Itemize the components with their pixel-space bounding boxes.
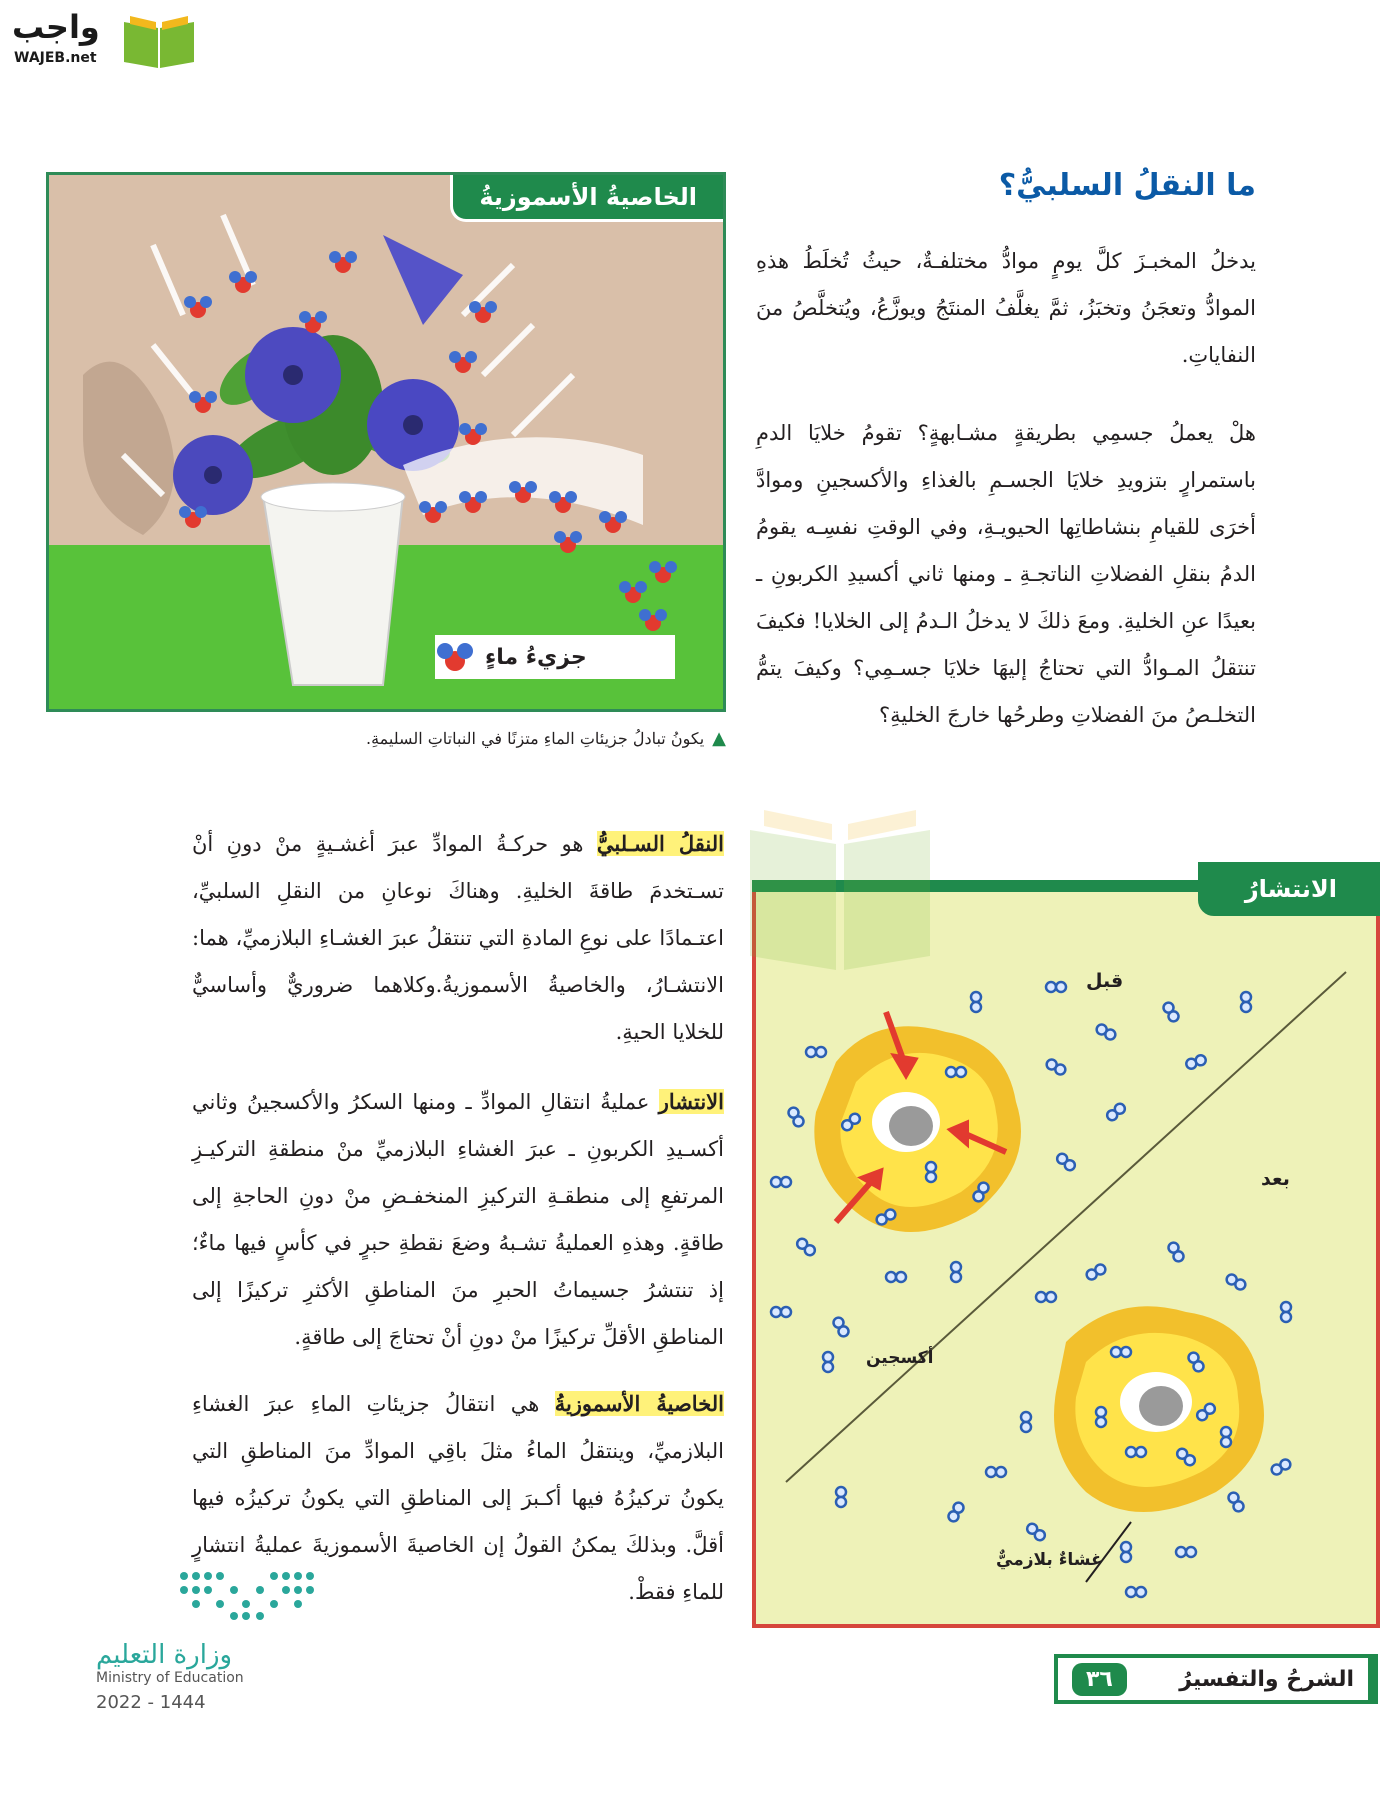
caption-text: يكونُ تبادلُ جزيئاتِ الماءِ متزنًا في النباتاتِ السليمةِ. — [366, 729, 705, 748]
ministry-dots-icon — [174, 1566, 334, 1626]
term-diffusion: الانتشار — [658, 1089, 724, 1114]
diffusion-illustration — [756, 892, 1376, 1624]
logo-brand: واجب — [12, 8, 100, 46]
diffusion-figure-label: الانتشارُ — [1198, 862, 1380, 916]
osmosis-figure-label: الخاصيةُ الأسموزيةُ — [450, 175, 723, 222]
page-footer — [1054, 1654, 1378, 1704]
water-molecule-key — [435, 635, 675, 679]
diffusion-definition — [192, 1078, 724, 1361]
p3-body: هي انتقالُ جزيئاتِ الماءِ عبرَ الغشاءِ البلازميِّ، وينتقلُ الماءُ مثلَ باقِي الموادِّ منَ المناطقِ التي يكونُ تركيزُهُ فيها أكـبرَ إلى المناطقِ التي يكونُ تركيزُه فيها أقلَّ. وبذلكَ يمكنُ القولُ إن الخاصيةَ الأسموزيةَ عمليةُ انتشارٍ للماءِ فقطْ. — [192, 1392, 724, 1604]
page-number: ٣٦ — [1072, 1663, 1127, 1696]
ministry-name-ar: وزارة التعليم — [96, 1640, 233, 1670]
term-passive-transport: النقلُ السـلبيُّ — [596, 831, 724, 856]
osmosis-caption — [366, 728, 726, 749]
p2-body: عمليةُ انتقالِ الموادِّ ـ ومنها السكرُ والأكسجينُ وثاني أكسـيدِ الكربونِ ـ عبرَ الغشاءِ البلازميِّ منْ منطقةِ التركيـزِ المرتفعِ إلى منطقـةِ التركيزِ المنخفـضِ منْ دونِ الحاجةِ إلى طاقةٍ. وهذهِ العمليةُ تشـبهُ وضعَ نقطةِ حبرٍ في كأسٍ فيها ماءٌ؛ إذ تنتشرُ جسيماتُ الحبرِ منَ المناطقِ الأكثرِ تركيزًا إلى المناطقِ الأقلِّ تركيزًا منْ دونِ أنْ تحتاجَ إلى طاقةٍ. — [192, 1090, 724, 1349]
wajeb-logo[interactable] — [12, 8, 192, 68]
p1-body: هو حركـةُ الموادِّ عبرَ أغشـيةٍ منْ دونِ أنْ تسـتخدمَ طاقةَ الخليةِ. وهناكَ نوعانِ من النقلِ السلبيِّ، اعتـمادًا على نوعِ المادةِ التي تنتقلُ عبرَ الغشـاءِ البلازميِّ، هما: الانتشـارُ، والخاصيةُ الأسموزيةُ.وكلاهما ضروريٌّ وأساسيٌّ للخلايا الحيةِ. — [192, 832, 724, 1044]
ministry-logo — [96, 1560, 336, 1713]
passive-transport-definition — [192, 820, 724, 1056]
before-label: قبل — [1086, 970, 1124, 992]
intro-paragraph: يدخلُ المخبـزَ كلَّ يومٍ موادُّ مختلفـةٌ، حيثُ تُخلَطُ هذهِ الموادُّ وتعجَنُ وتخبَزُ، ثمَّ يغلَّفُ المنتَجُ ويوزَّعُ، ويُتخلَّصُ منَ النفاياتِ. — [756, 249, 1256, 367]
logo-site: WAJEB.net — [14, 50, 97, 66]
watermark-book-icon — [740, 800, 940, 980]
membrane-label: غشاءٌ بلازميٌّ — [996, 1550, 1103, 1570]
section-title: ما النقلُ السلبيُّ؟ — [998, 168, 1256, 203]
oxygen-label: أكسجين — [866, 1348, 934, 1368]
key-label: جزيءُ ماءٍ — [485, 644, 587, 670]
triangle-icon: ▲ — [712, 728, 726, 749]
ministry-name-en: Ministry of Education — [96, 1670, 244, 1686]
diffusion-figure — [752, 875, 1380, 1628]
ministry-year: 2022 - 1444 — [96, 1692, 206, 1713]
osmosis-figure — [46, 172, 726, 712]
after-label: بعد — [1261, 1168, 1290, 1190]
footer-section-name: الشرحُ والتفسيرُ — [1179, 1666, 1354, 1692]
osmosis-illustration — [46, 175, 723, 712]
question-paragraph: هلْ يعملُ جسمِي بطريقةٍ مشـابهةٍ؟ تقومُ خلايَا الدمِ باستمرارٍ بتزويدِ خلايَا الجسـمِ بالغذاءِ والأكسجينِ وموادَّ أخرَى للقيامِ بنشاطاتِها الحيويـةِ، وفي الوقتِ نفسِـه يقومُ الدمُ بنقلِ الفضلاتِ الناتجـةِ ـ ومنها ثاني أكسيدِ الكربونِ ـ بعيدًا عنِ الخليةِ. ومعَ ذلكَ لا يدخلُ الـدمُ إلى الخلايا! فكيفَ تنتقلُ المـوادُّ التي تحتاجُ إليهَا خلايَا جسـمِي؟ وكيفَ يتمُّ التخلـصُ منَ الفضلاتِ وطرحُها خارجَ الخليةِ؟ — [756, 421, 1256, 727]
water-molecule-icon — [435, 641, 475, 673]
term-osmosis: الخاصيةُ الأسموزيةُ — [554, 1391, 724, 1416]
book-icon — [120, 12, 198, 70]
